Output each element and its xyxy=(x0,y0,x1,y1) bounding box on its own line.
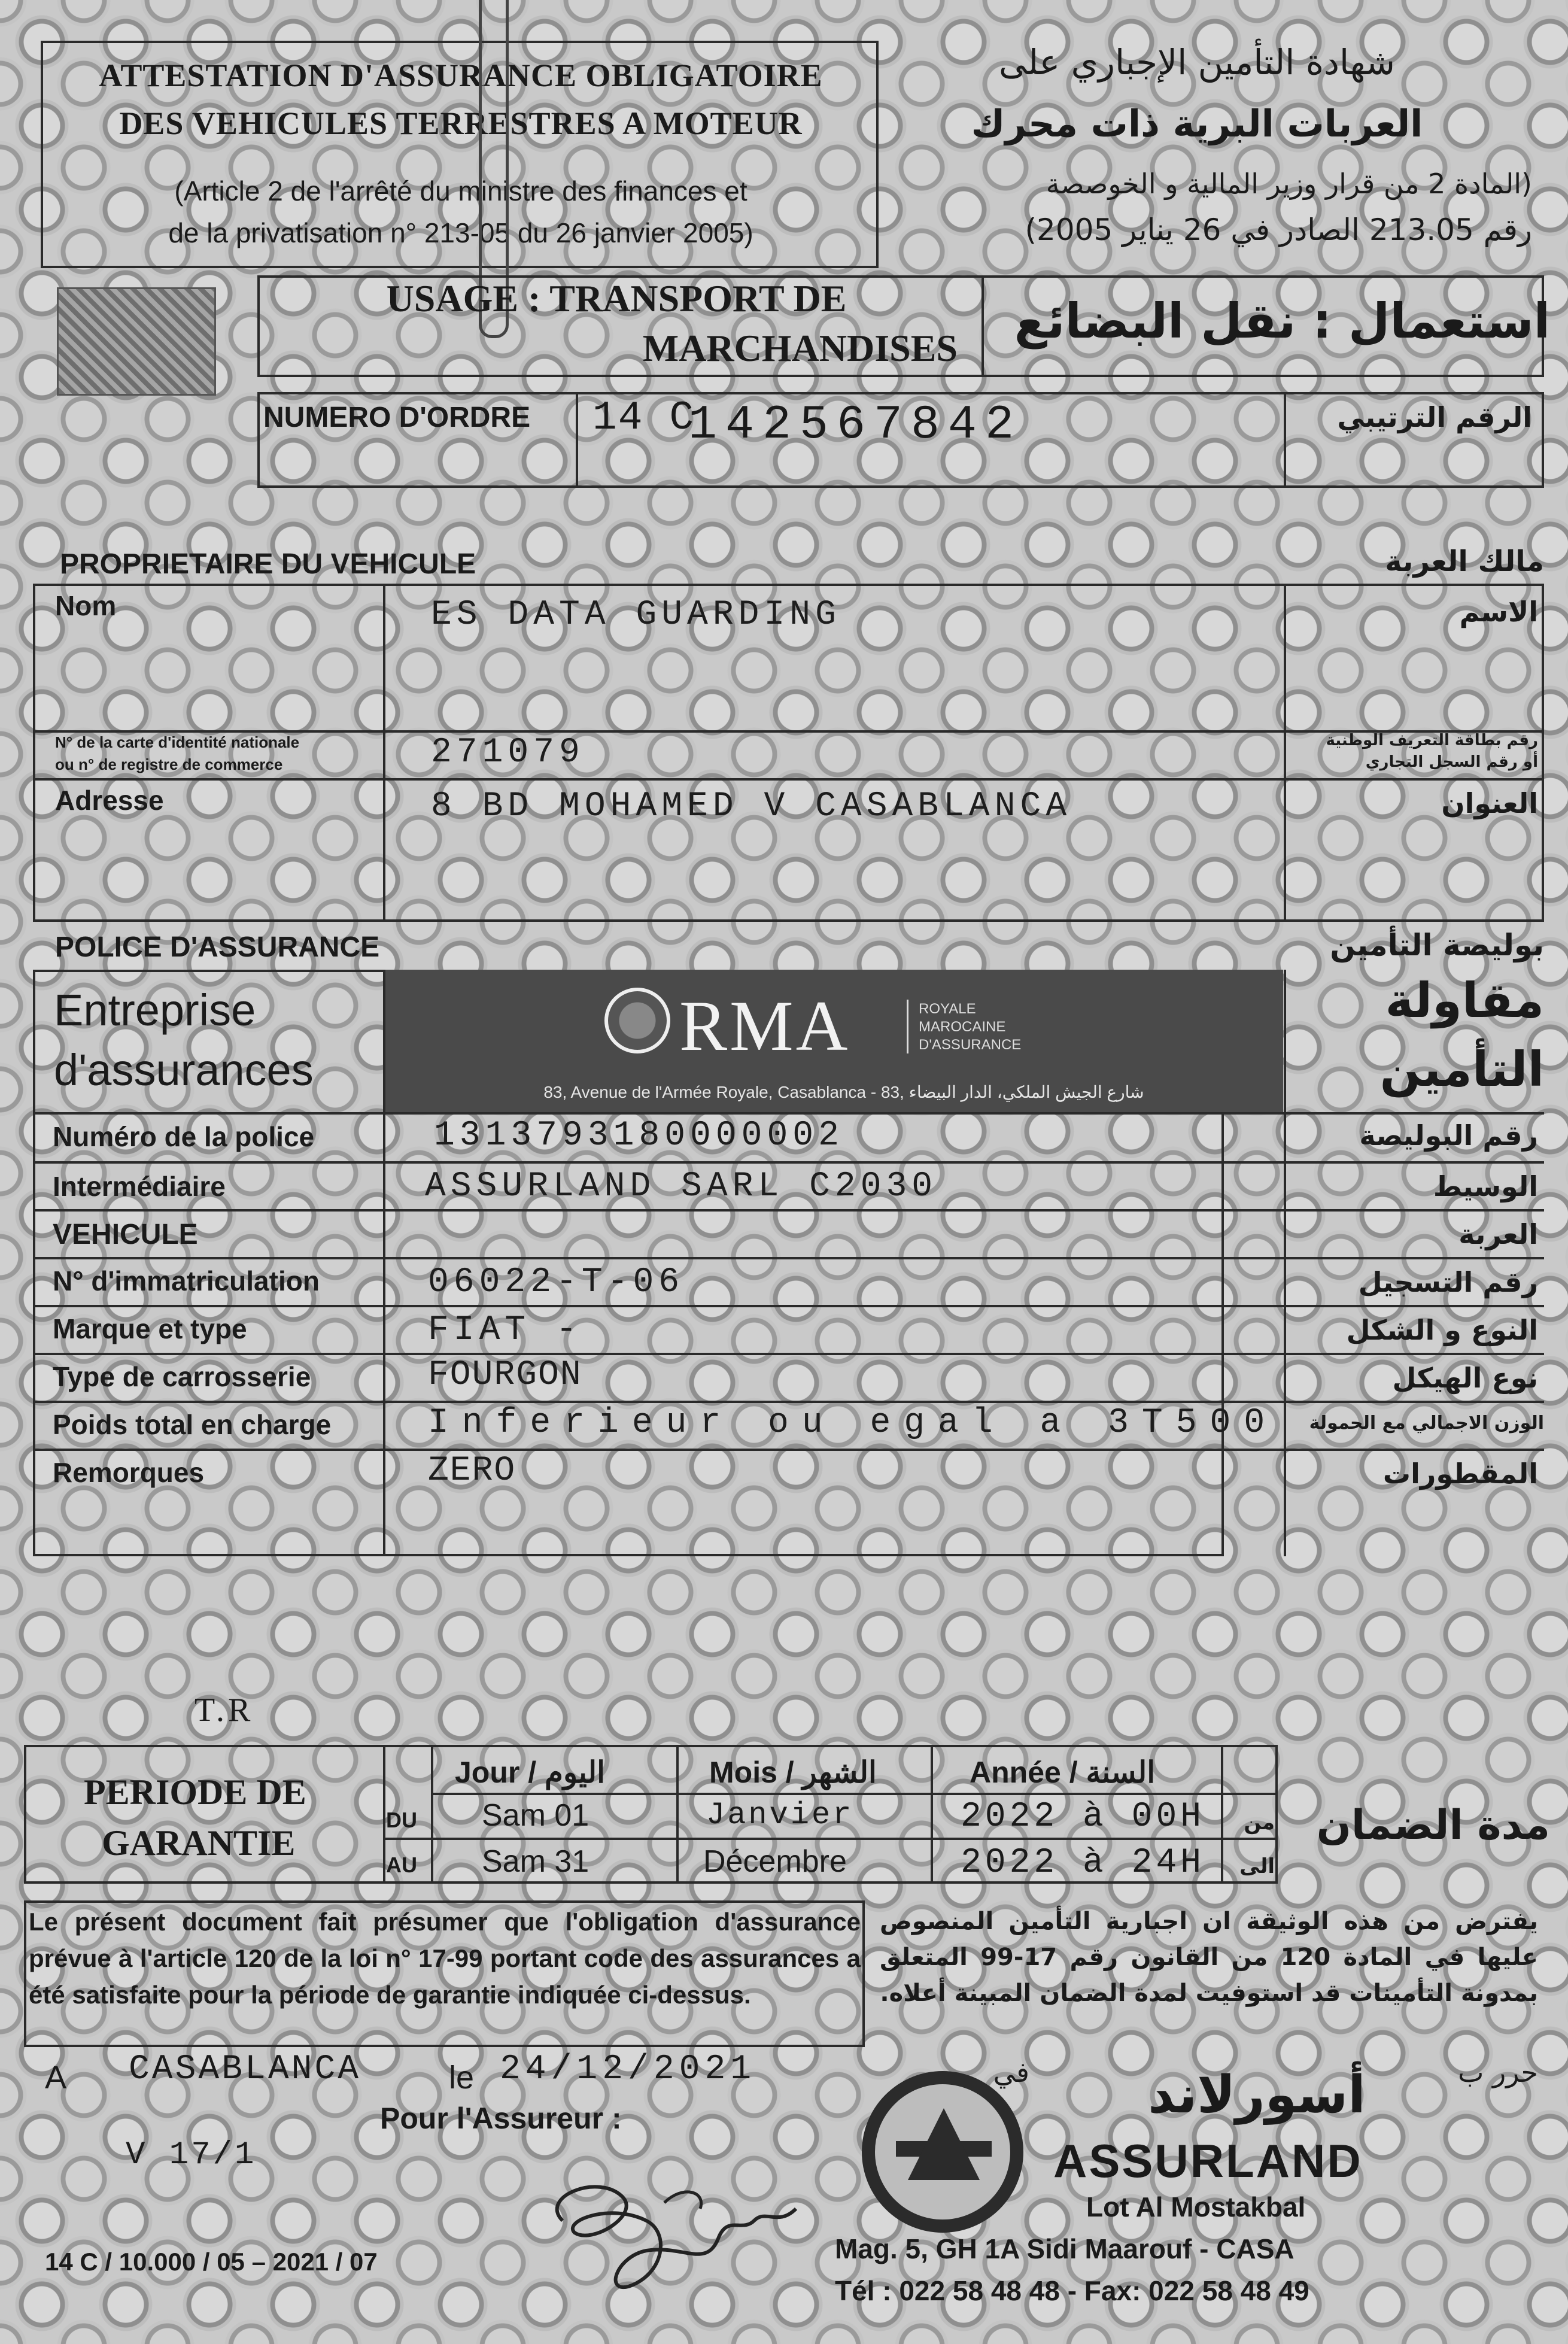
date-label: le xyxy=(449,2060,475,2096)
usage-label-fr-line2: MARCHANDISES xyxy=(642,327,958,369)
col-year-header: Année / السنة xyxy=(970,1756,1156,1789)
vehicle-row-label-ar: المقطورات xyxy=(1382,1458,1538,1490)
statement-ar: يفترض من هذه الوثيقة ان اجبارية التأمين المنصوص عليها في المادة 120 من القانون رقم 17-99 المتعلق بمدونة التأمينات قد استوفيت لمدة الضمان المبينة أعلاه. xyxy=(880,1908,1538,2007)
vehicle-row-value: Inferieur ou egal a 3T500 xyxy=(428,1404,1278,1443)
owner-name-label-ar: الاسم xyxy=(1459,596,1538,628)
intermediary-label-ar: الوسيط xyxy=(1433,1170,1538,1203)
from-label-ar: من xyxy=(1244,1811,1275,1835)
stamp-name: ASSURLAND xyxy=(1053,2135,1363,2187)
company-label-line1: Entreprise xyxy=(54,985,256,1035)
reference-ar-line1: (المادة 2 من قرار وزير المالية و الخوصصة xyxy=(1046,168,1532,200)
from-month: Janvier xyxy=(706,1798,854,1833)
stamp-arabic-name: أسورلاند xyxy=(1148,2065,1366,2125)
col-day-header: Jour / اليوم xyxy=(455,1756,606,1789)
tr-mark: T.R xyxy=(195,1692,254,1729)
stamp-line2: Mag. 5, GH 1A Sidi Maarouf - CASA xyxy=(835,2233,1294,2264)
to-day: Sam 31 xyxy=(482,1844,589,1879)
owner-section-title-ar: مالك العربة xyxy=(1385,545,1544,578)
place-city: CASABLANCA xyxy=(129,2050,361,2089)
vehicle-row-label: Type de carrosserie xyxy=(53,1361,311,1392)
guarantee-label-ar: مدة الضمان xyxy=(1316,1802,1550,1849)
policy-section-title: POLICE D'ASSURANCE xyxy=(55,931,380,963)
policy-number-label-ar: رقم البوليصة xyxy=(1359,1119,1538,1152)
col-month-header: Mois / الشهر xyxy=(709,1756,877,1789)
policy-section-title-ar: بوليصة التأمين xyxy=(1330,928,1544,963)
to-label: AU xyxy=(386,1853,417,1877)
footer-code: 14 C / 10.000 / 05 – 2021 / 07 xyxy=(45,2248,378,2276)
title-fr-line1: ATTESTATION D'ASSURANCE OBLIGATOIRE xyxy=(99,57,823,93)
order-prefix: 14 C xyxy=(592,395,695,441)
owner-name-value: ES DATA GUARDING xyxy=(431,596,841,634)
stamp-line1: Lot Al Mostakbal xyxy=(1086,2191,1306,2222)
owner-name-label: Nom xyxy=(55,590,117,621)
insurer-logo-sub2: MAROCAINE xyxy=(919,1019,1006,1035)
policy-number-value: 1313793180000002 xyxy=(434,1116,844,1155)
statement-fr: Le présent document fait présumer que l'obligation d'assurance prévue à l'article 120 de la loi n° 17-99 portant code des assurances a été satisfaite pour la période de garantie indiquée ci-dessus. xyxy=(29,1908,861,2009)
owner-id-label-ar-line1: رقم بطاقة التعريف الوطنية xyxy=(1326,731,1538,749)
issue-date: 24/12/2021 xyxy=(500,2050,756,2089)
vehicle-row-label: N° d'immatriculation xyxy=(53,1265,320,1297)
owner-section-title: PROPRIETAIRE DU VEHICULE xyxy=(60,548,476,580)
owner-id-label-line1: N° de la carte d'identité nationale xyxy=(55,733,300,751)
owner-address-label-ar: العنوان xyxy=(1441,787,1538,819)
reference-ar-line2: رقم 213.05 الصادر في 26 يناير 2005) xyxy=(1025,212,1532,247)
vehicle-row-value: FIAT - xyxy=(428,1311,582,1350)
assurland-logo-icon xyxy=(862,2071,1023,2233)
vehicle-row-value: 06022-T-06 xyxy=(428,1263,685,1302)
rma-emblem-icon xyxy=(604,988,670,1053)
owner-id-value: 271079 xyxy=(431,733,585,772)
vehicle-row-label-ar: نوع الهيكل xyxy=(1392,1362,1538,1394)
to-year: 2022 à 24H xyxy=(961,1844,1205,1883)
from-label: DU xyxy=(386,1808,417,1832)
company-label-ar-line1: مقاولة xyxy=(1385,973,1544,1028)
security-code-square xyxy=(57,287,216,396)
to-label-ar: الى xyxy=(1239,1854,1275,1878)
order-label-ar: الرقم الترتيبي xyxy=(1337,401,1532,433)
title-fr-line2: DES VEHICULES TERRESTRES A MOTEUR xyxy=(119,105,803,141)
vehicle-row-label: Poids total en charge xyxy=(53,1409,332,1440)
for-insurer-label: Pour l'Assureur : xyxy=(380,2102,622,2135)
vehicle-section-title: VEHICULE xyxy=(53,1219,198,1250)
place-label-ar: حرر ب xyxy=(1458,2056,1538,2088)
title-ar-line2: العربات البرية ذات محرك xyxy=(971,102,1423,145)
vehicle-row-value: FOURGON xyxy=(428,1356,582,1395)
version-code: V 17/1 xyxy=(126,2137,257,2173)
stamp-line3: Tél : 022 58 48 48 - Fax: 022 58 48 49 xyxy=(835,2275,1309,2306)
usage-label-fr-line1: USAGE : TRANSPORT DE xyxy=(386,277,847,320)
date-label-ar: في xyxy=(993,2056,1029,2088)
intermediary-value: ASSURLAND SARL C2030 xyxy=(425,1167,938,1206)
vehicle-section-title-ar: العربة xyxy=(1458,1218,1538,1250)
from-year: 2022 à 00H xyxy=(961,1798,1205,1836)
insurer-logo-divider xyxy=(907,1000,908,1053)
owner-id-label-ar-line2: أو رقم السجل التجاري xyxy=(1365,753,1538,771)
from-day: Sam 01 xyxy=(482,1798,589,1833)
title-ar-line1: شهادة التأمين الإجباري على xyxy=(999,42,1395,83)
company-label-ar-line2: التأمين xyxy=(1379,1042,1544,1097)
to-month: Décembre xyxy=(703,1844,847,1879)
insurer-address: 83, Avenue de l'Armée Royale, Casablanca - 83, شارع الجيش الملكي، الدار البيضاء xyxy=(543,1083,1144,1101)
insurer-logo-sub1: ROYALE xyxy=(919,1001,976,1017)
vehicle-row-value: ZERO xyxy=(428,1452,516,1490)
owner-id-label-line2: ou n° de registre de commerce xyxy=(55,755,283,773)
intermediary-label: Intermédiaire xyxy=(53,1171,226,1202)
guarantee-label-line2: GARANTIE xyxy=(102,1823,296,1863)
vehicle-row-label: Marque et type xyxy=(53,1313,247,1344)
vehicle-row-label: Remorques xyxy=(53,1457,205,1488)
vehicle-row-label-ar: النوع و الشكل xyxy=(1346,1314,1538,1346)
reference-fr-line1: (Article 2 de l'arrêté du ministre des finances et xyxy=(174,175,747,207)
reference-fr-line2: de la privatisation n° 213-05 du 26 janvier 2005) xyxy=(168,217,753,248)
usage-label-ar: استعمال : نقل البضائع xyxy=(1014,293,1550,349)
guarantee-label-line1: PERIODE DE xyxy=(84,1772,306,1812)
vehicle-row-label-ar: رقم التسجيل xyxy=(1358,1266,1538,1298)
vehicle-row-label-ar: الوزن الاجمالي مع الحمولة xyxy=(1309,1413,1544,1434)
order-label-fr: NUMERO D'ORDRE xyxy=(263,402,531,433)
owner-address-label: Adresse xyxy=(55,785,164,816)
policy-number-label: Numéro de la police xyxy=(53,1121,315,1152)
company-label-line2: d'assurances xyxy=(54,1045,314,1095)
order-number: 142567842 xyxy=(688,398,1023,453)
handwritten-signature xyxy=(527,2131,862,2310)
insurer-logo-text: RMA xyxy=(679,986,850,1065)
owner-address-value: 8 BD MOHAMED V CASABLANCA xyxy=(431,787,1072,826)
insurer-logo-sub3: D'ASSURANCE xyxy=(919,1037,1022,1053)
place-label: A xyxy=(45,2060,67,2096)
